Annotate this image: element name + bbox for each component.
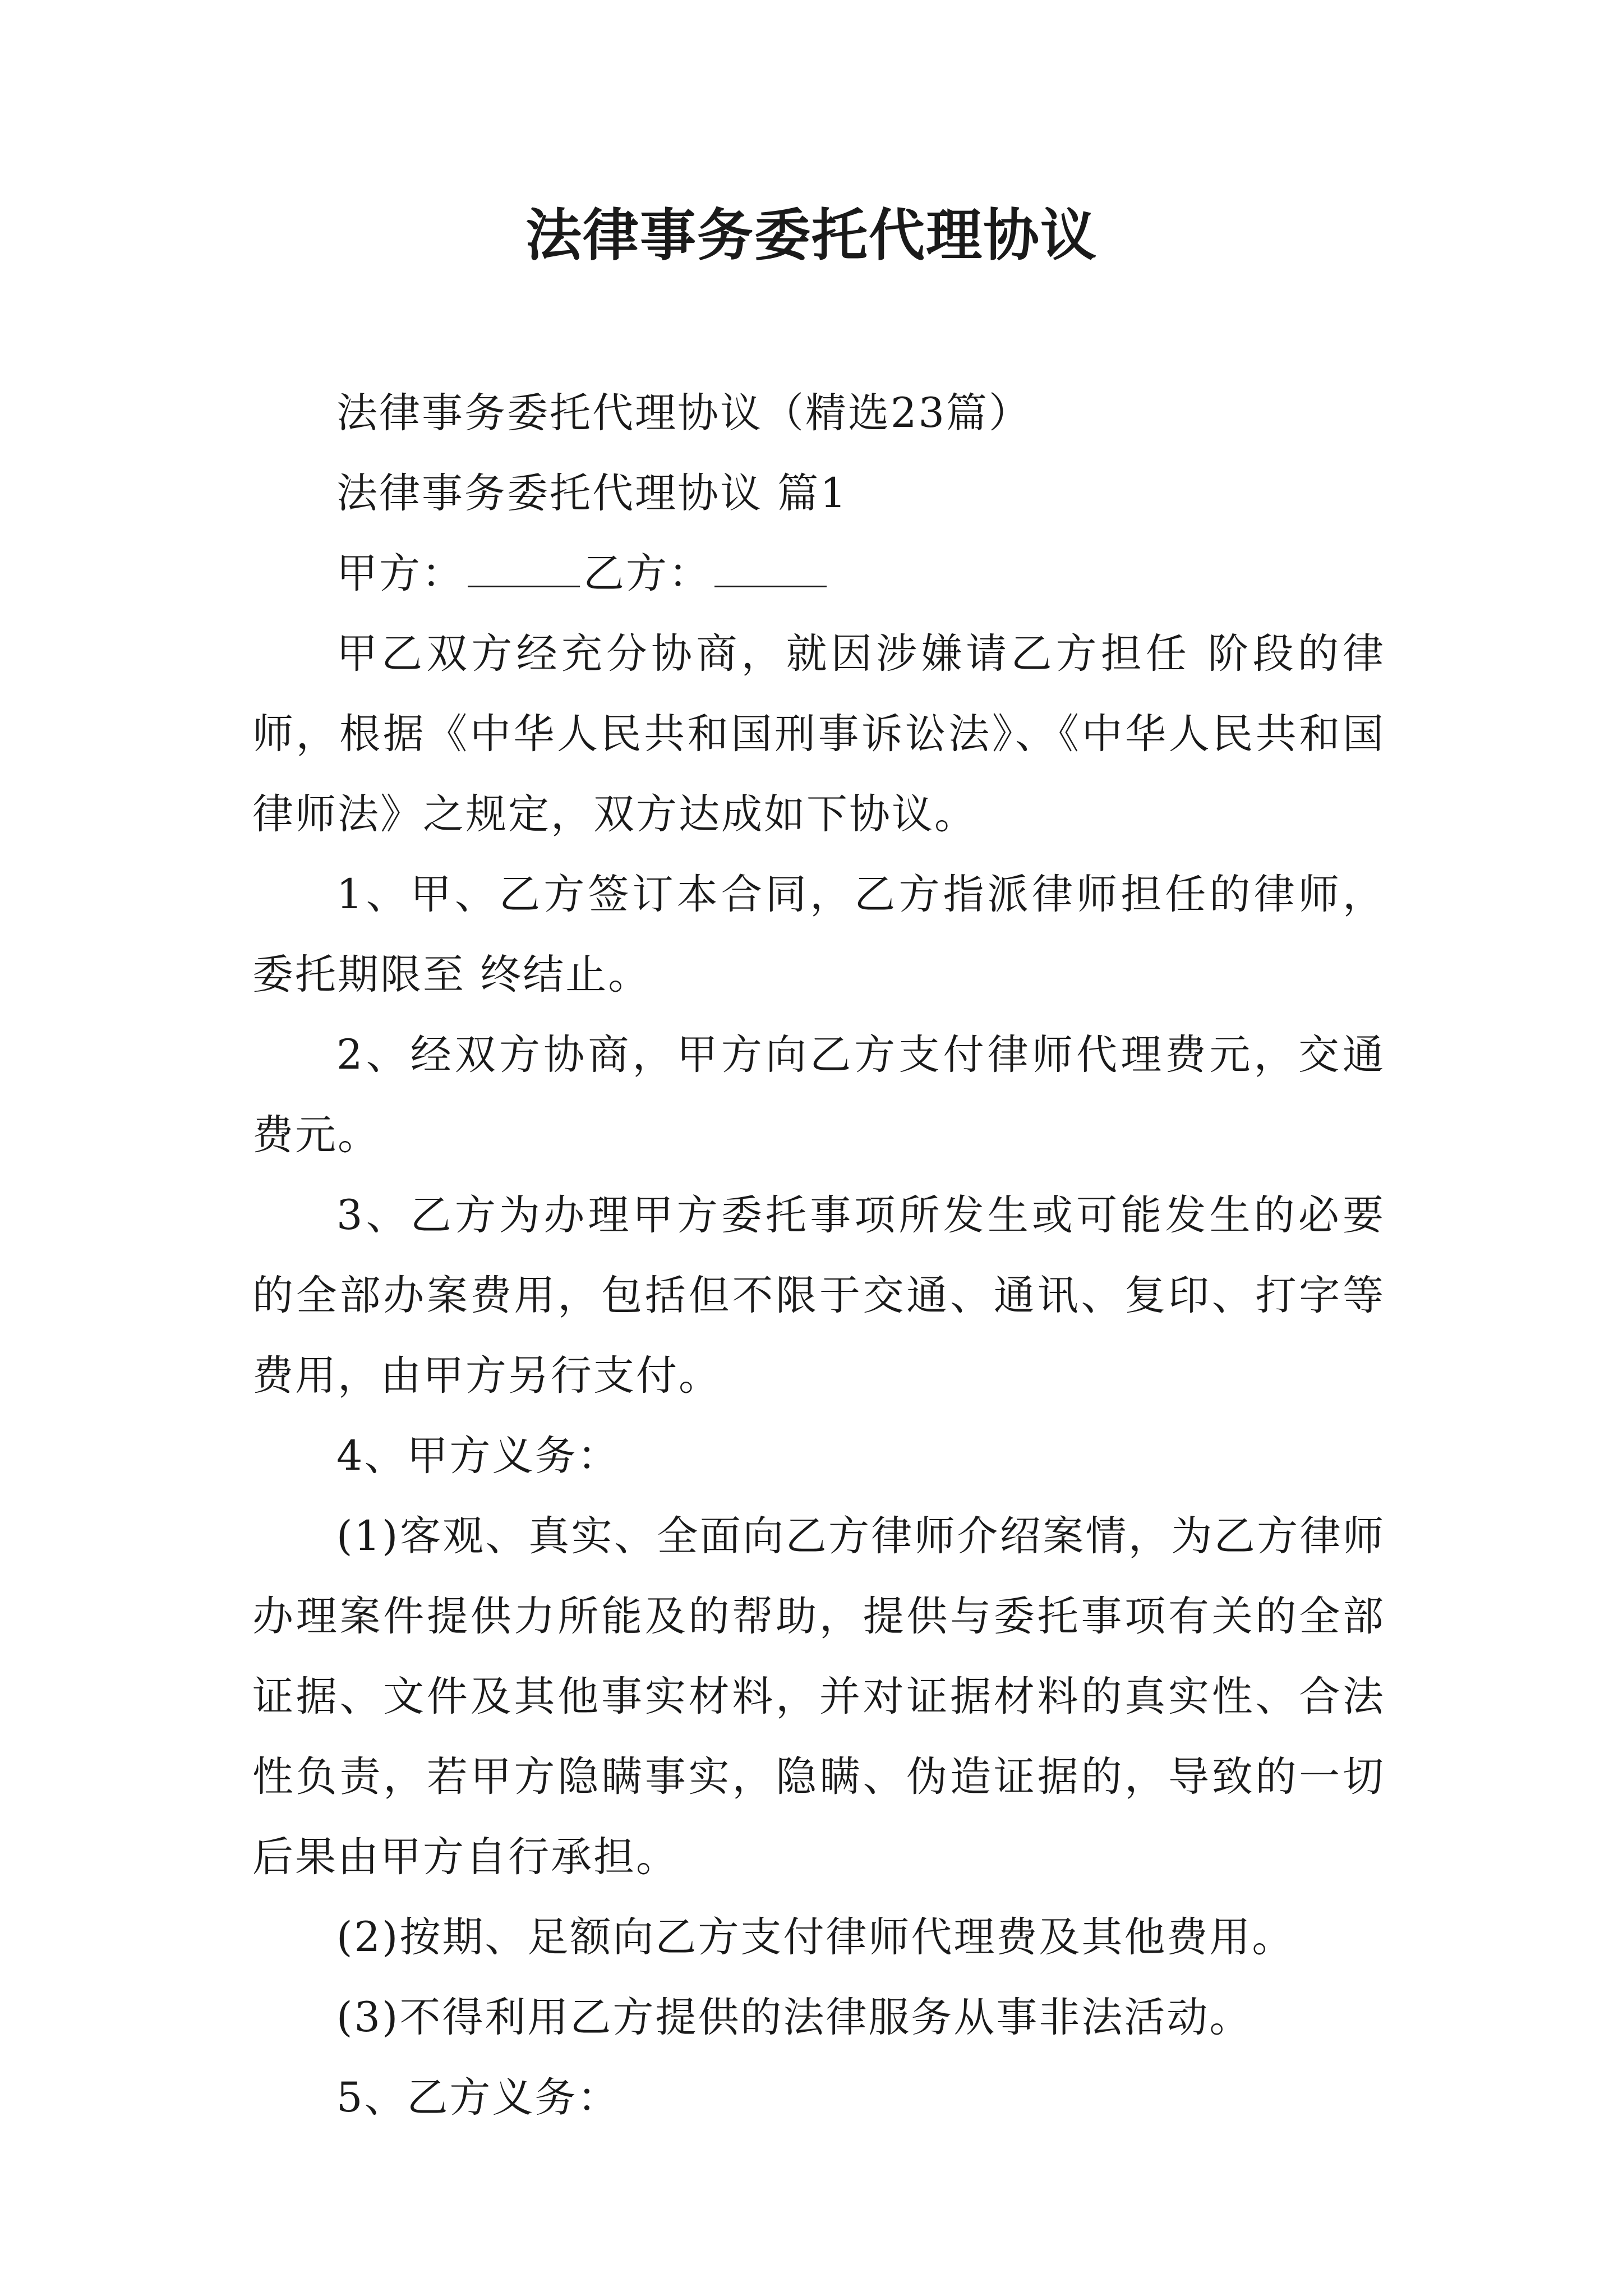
party-a-blank xyxy=(468,552,580,587)
clause-4-item-1: (1)客观、真实、全面向乙方律师介绍案情，为乙方律师办理案件提供力所能及的帮助，提供与委托事项有关的全部证据、文件及其他事实材料，并对证据材料的真实性、合法性负责，若甲方隐瞒事实，隐瞒、伪造证据的，导致的一切后果由甲方自行承担。 xyxy=(252,1512,1385,1881)
clause-4: 4、甲方义务： xyxy=(336,1432,620,1480)
parties-line xyxy=(252,533,1385,614)
party-a-label: 甲方： xyxy=(336,550,464,597)
clause-2: 2、经双方协商，甲方向乙方支付律师代理费元，交通费元。 xyxy=(252,1031,1385,1159)
document-subtitle: 法律事务委托代理协议（精选23篇） xyxy=(336,389,1031,437)
party-b-label: 乙方： xyxy=(583,550,711,597)
clause-5: 5、乙方义务： xyxy=(336,2074,620,2122)
section-heading: 法律事务委托代理协议 篇1 xyxy=(336,470,848,517)
clause-3: 3、乙方为办理甲方委托事项所发生或可能发生的必要的全部办案费用，包括但不限于交通、通讯、复印、打字等费用，由甲方另行支付。 xyxy=(252,1191,1385,1400)
clause-4-item-2: (2)按期、足额向乙方支付律师代理费及其他费用。 xyxy=(336,1913,1295,1961)
document-title: 法律事务委托代理协议 xyxy=(525,203,1098,268)
party-b-blank xyxy=(714,552,827,587)
document-body xyxy=(252,373,1385,2138)
clause-4-item-3: (3)不得利用乙方提供的法律服务从事非法活动。 xyxy=(336,1994,1252,2041)
clause-1: 1、甲、乙方签订本合同，乙方指派律师担任的律师，委托期限至 终结止。 xyxy=(252,871,1385,999)
paragraph-intro: 甲乙双方经充分协商，就因涉嫌请乙方担任 阶段的律师，根据《中华人民共和国刑事诉讼法》、《中华人民共和国律师法》之规定，双方达成如下协议。 xyxy=(252,630,1385,838)
